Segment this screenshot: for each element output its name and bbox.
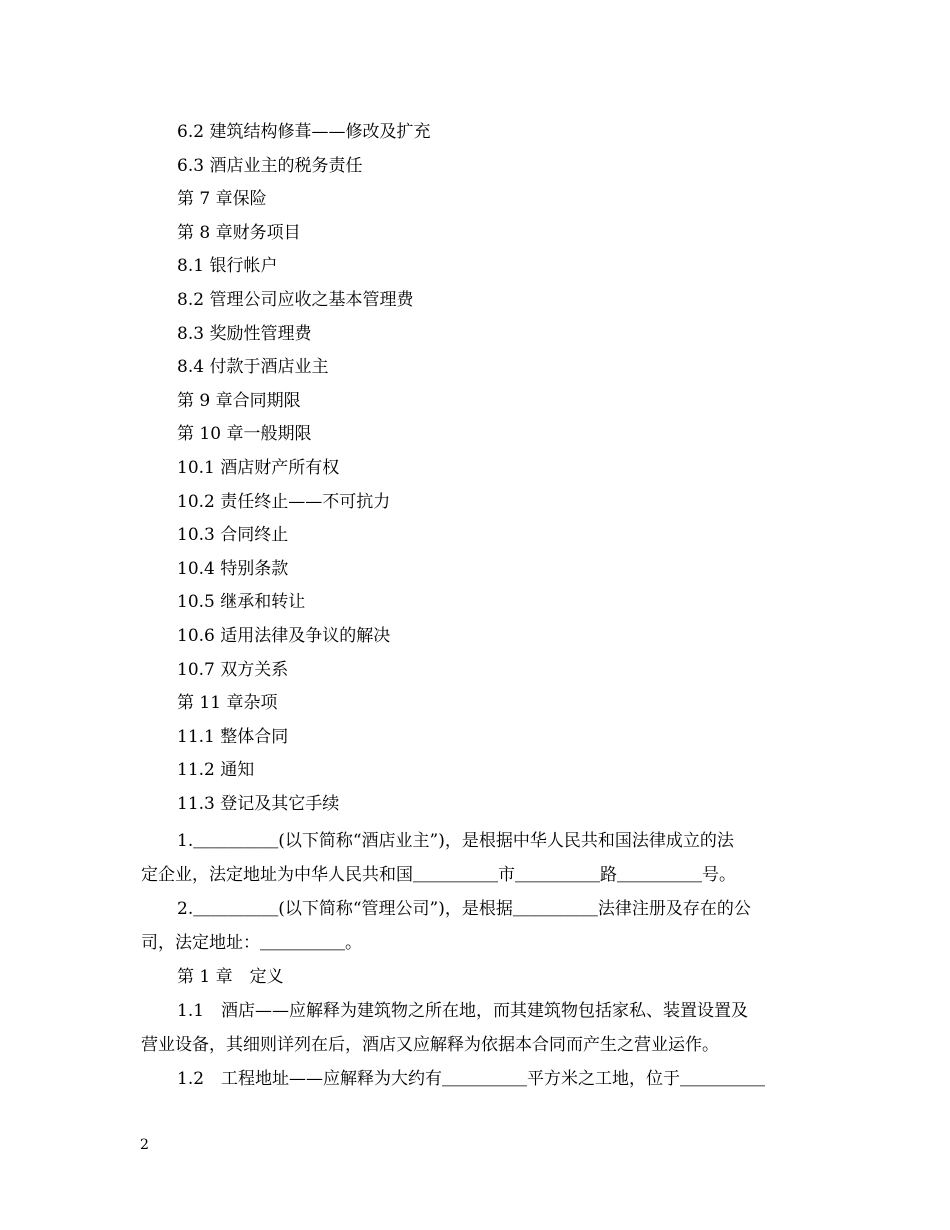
toc-line: 8.2 管理公司应收之基本管理费 <box>177 289 414 310</box>
toc-line: 8.3 奖励性管理费 <box>177 323 312 344</box>
toc-line: 10.1 酒店财产所有权 <box>177 457 340 478</box>
toc-line: 10.7 双方关系 <box>177 659 289 680</box>
contract-body <box>141 824 811 1096</box>
toc-line: 第 11 章杂项 <box>177 693 278 714</box>
toc-line: 第 8 章财务项目 <box>177 222 301 243</box>
toc-line: 10.3 合同终止 <box>177 525 289 546</box>
paragraph-definition-site <box>141 1062 811 1096</box>
paragraph-line: 1.2 工程地址——应解释为大约有＿＿＿＿＿平方米之工地，位于＿＿＿＿＿ <box>177 1069 766 1089</box>
toc-line: 6.3 酒店业主的税务责任 <box>177 155 363 176</box>
paragraph-definition-hotel <box>141 994 811 1062</box>
toc-line: 10.4 特别条款 <box>177 558 289 579</box>
paragraph-party-management-company <box>141 892 811 960</box>
paragraph-line: 定企业，法定地址为中华人民共和国＿＿＿＿＿市＿＿＿＿＿路＿＿＿＿＿号。 <box>141 865 736 885</box>
toc-line: 10.6 适用法律及争议的解决 <box>177 625 391 646</box>
toc-line: 8.4 付款于酒店业主 <box>177 357 329 378</box>
toc-line: 6.2 建筑结构修葺——修改及扩充 <box>177 122 431 142</box>
paragraph-line: 营业设备，其细则详列在后，酒店又应解释为依据本合同而产生之营业运作。 <box>141 1035 719 1055</box>
toc-line: 第 7 章保险 <box>177 189 267 210</box>
paragraph-line: 第 1 章 定义 <box>177 967 284 987</box>
chapter-heading <box>141 960 811 994</box>
toc-line: 10.5 继承和转让 <box>177 592 306 613</box>
paragraph-line: 1.＿＿＿＿＿(以下简称“酒店业主”)，是根据中华人民共和国法律成立的法 <box>177 831 734 851</box>
paragraph-line: 司，法定地址：＿＿＿＿＿。 <box>141 933 362 953</box>
toc-line: 11.2 通知 <box>177 760 255 781</box>
toc-line: 11.1 整体合同 <box>177 726 289 747</box>
toc-line: 11.3 登记及其它手续 <box>177 793 340 814</box>
paragraph-line: 2.＿＿＿＿＿(以下简称“管理公司”)，是根据＿＿＿＿＿法律注册及存在的公 <box>177 899 751 919</box>
toc-line: 第 9 章合同期限 <box>177 390 301 411</box>
toc-line: 第 10 章一般期限 <box>177 424 312 445</box>
paragraph-line: 1.1 酒店——应解释为建筑物之所在地，而其建筑物包括家私、装置设置及 <box>177 1001 749 1021</box>
paragraph-party-hotel-owner <box>141 824 811 892</box>
page-number: 2 <box>140 1137 149 1153</box>
toc-line: 8.1 银行帐户 <box>177 256 278 277</box>
table-of-contents <box>177 118 817 823</box>
toc-line: 10.2 责任终止——不可抗力 <box>177 491 391 512</box>
